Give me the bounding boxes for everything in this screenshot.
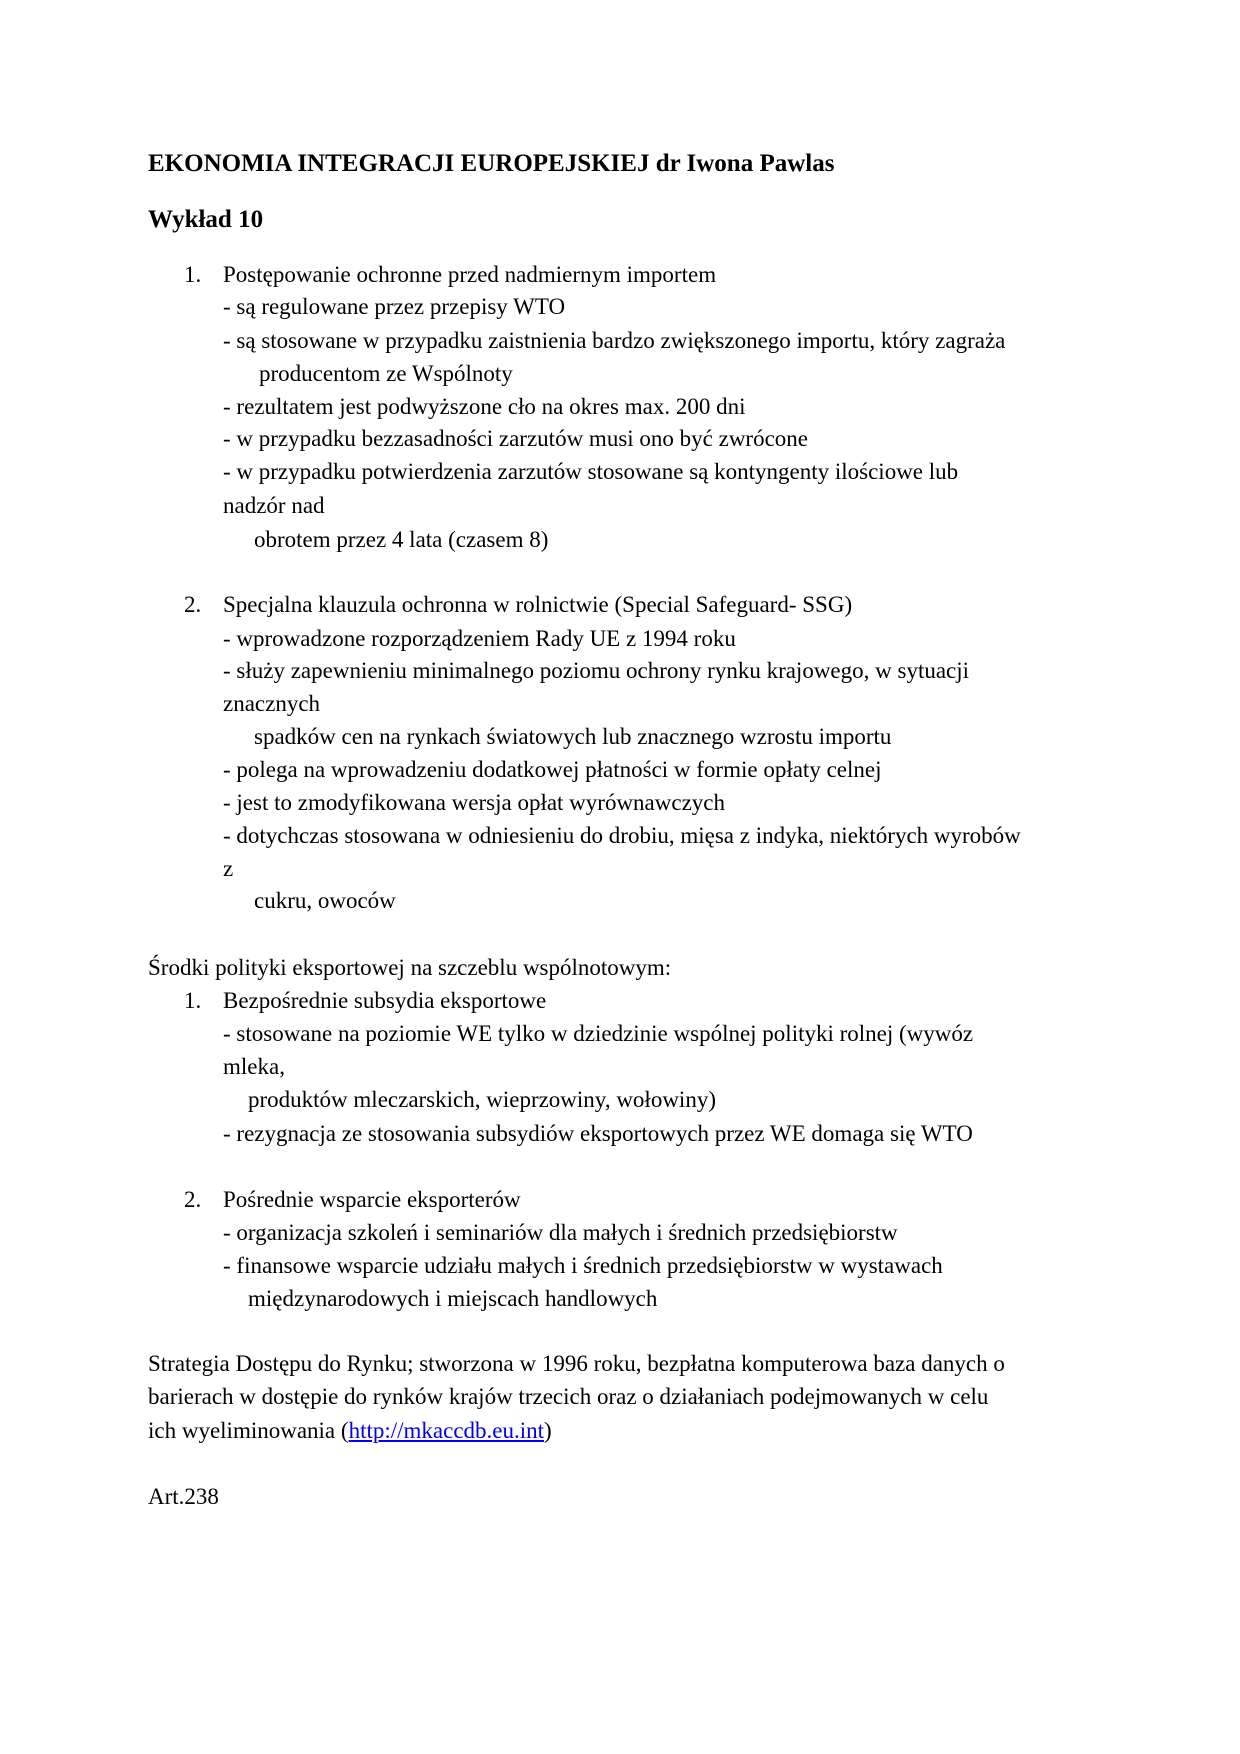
list-item-heading: Specjalna klauzula ochronna w rolnictwie (Special Safeguard- SSG): [223, 592, 853, 617]
list-item-heading: Postępowanie ochronne przed nadmiernym importem: [223, 262, 717, 287]
list-line: cukru, owoców: [254, 888, 396, 913]
section-heading: Środki polityki eksportowej na szczeblu wspólnotowym:: [148, 955, 672, 980]
list-line: producentom ze Wspólnoty: [259, 361, 513, 386]
database-link[interactable]: http://mkaccdb.eu.int: [348, 1418, 545, 1443]
list-line: - wprowadzone rozporządzeniem Rady UE z 1994 roku: [223, 626, 736, 651]
list-line: - w przypadku bezzasadności zarzutów musi ono być zwrócone: [223, 426, 809, 451]
list-number: 2.: [184, 1187, 202, 1212]
lecture-heading: Wykład 10: [148, 206, 264, 233]
list-line: - służy zapewnieniu minimalnego poziomu ochrony rynku krajowego, w sytuacji: [223, 658, 970, 683]
list-number: 2.: [184, 592, 202, 617]
list-line: znacznych: [223, 691, 321, 716]
list-line: - są stosowane w przypadku zaistnienia bardzo zwiększonego importu, który zagraża: [223, 328, 1006, 353]
list-number: 1.: [184, 262, 202, 287]
list-number: 1.: [184, 988, 202, 1013]
list-line: nadzór nad: [223, 493, 325, 518]
strategy-paragraph-line: barierach w dostępie do rynków krajów trzecich oraz o działaniach podejmowanych w celu: [148, 1384, 989, 1409]
document-title: EKONOMIA INTEGRACJI EUROPEJSKIEJ dr Iwona Pawlas: [148, 150, 835, 177]
strategy-paragraph-line: [148, 1417, 552, 1445]
list-item-heading: Bezpośrednie subsydia eksportowe: [223, 988, 547, 1013]
list-line: - finansowe wsparcie udziału małych i średnich przedsiębiorstw w wystawach: [223, 1253, 943, 1278]
list-line: - dotychczas stosowana w odniesieniu do drobiu, mięsa z indyka, niektórych wyrobów: [223, 823, 1021, 848]
list-line: - organizacja szkoleń i seminariów dla małych i średnich przedsiębiorstw: [223, 1220, 898, 1245]
list-line: - w przypadku potwierdzenia zarzutów stosowane są kontyngenty ilościowe lub: [223, 459, 959, 484]
list-line: - rezultatem jest podwyższone cło na okres max. 200 dni: [223, 394, 746, 419]
list-line: - stosowane na poziomie WE tylko w dziedzinie wspólnej polityki rolnej (wywóz: [223, 1021, 974, 1046]
list-line: mleka,: [223, 1054, 285, 1079]
list-line: międzynarodowych i miejscach handlowych: [248, 1286, 658, 1311]
list-line: - rezygnacja ze stosowania subsydiów eksportowych przez WE domaga się WTO: [223, 1121, 973, 1146]
strategy-text: ): [544, 1418, 552, 1443]
strategy-paragraph-line: Strategia Dostępu do Rynku; stworzona w 1996 roku, bezpłatna komputerowa baza danych o: [148, 1351, 1005, 1376]
article-reference: Art.238: [148, 1484, 219, 1509]
list-item-heading: Pośrednie wsparcie eksporterów: [223, 1187, 521, 1212]
list-line: obrotem przez 4 lata (czasem 8): [254, 527, 549, 552]
list-line: - jest to zmodyfikowana wersja opłat wyrównawczych: [223, 790, 726, 815]
list-line: produktów mleczarskich, wieprzowiny, wołowiny): [248, 1087, 716, 1112]
list-line: - polega na wprowadzeniu dodatkowej płatności w formie opłaty celnej: [223, 757, 882, 782]
list-line: spadków cen na rynkach światowych lub znacznego wzrostu importu: [254, 724, 892, 749]
strategy-text: ich wyeliminowania (: [148, 1418, 349, 1443]
list-line: - są regulowane przez przepisy WTO: [223, 294, 566, 319]
list-line: z: [223, 856, 234, 881]
